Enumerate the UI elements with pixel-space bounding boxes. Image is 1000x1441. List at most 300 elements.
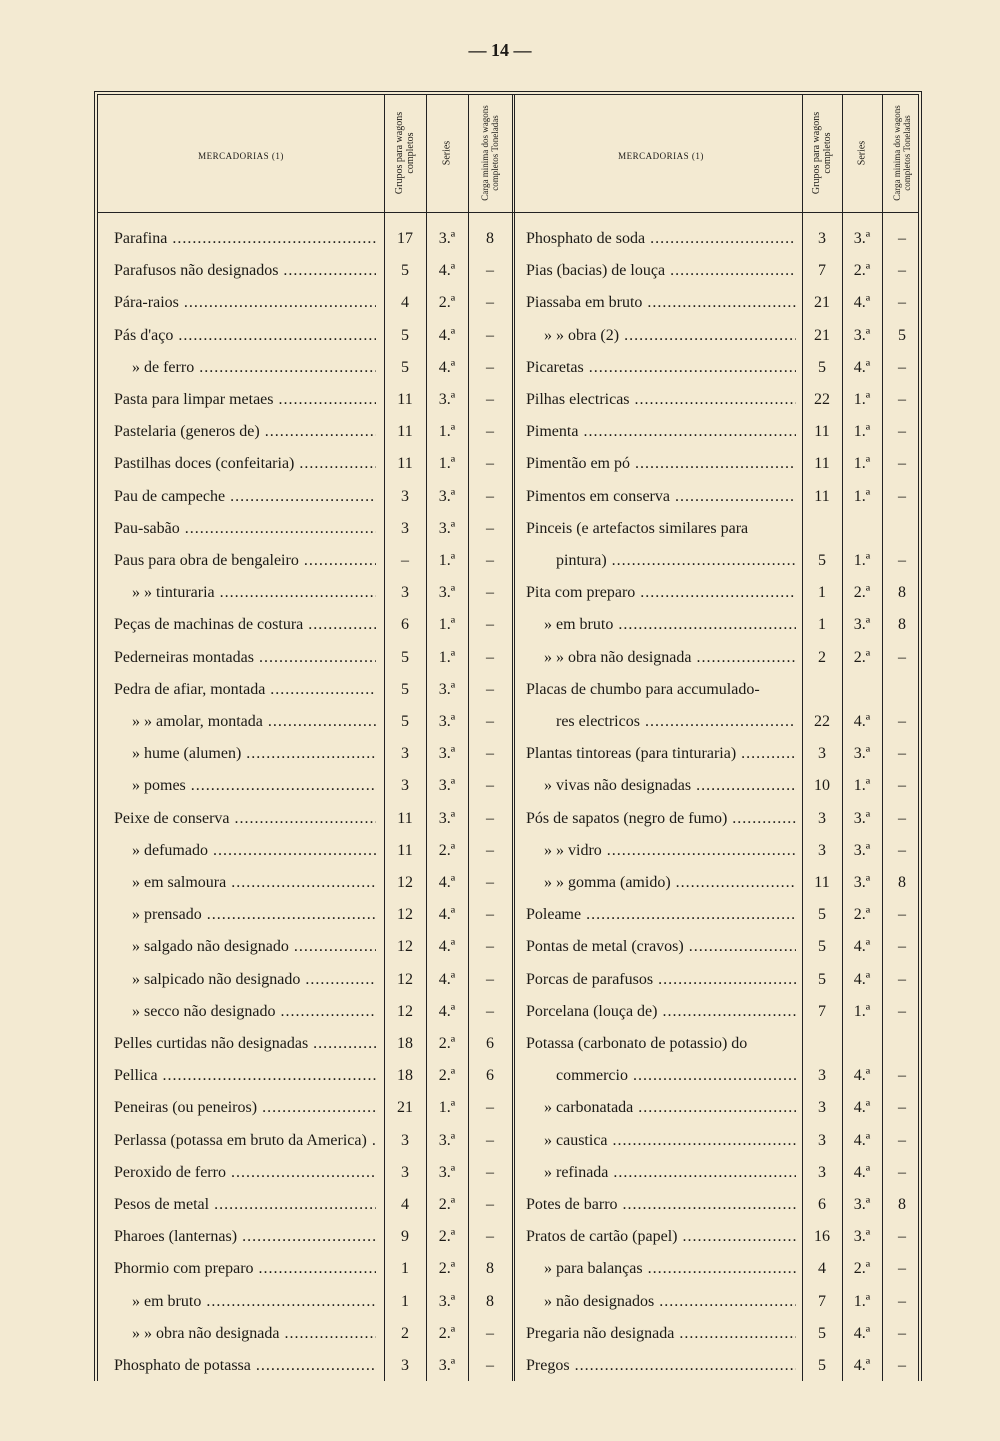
item-name: » » obra não designada	[132, 1324, 280, 1342]
grupo-value	[802, 1028, 842, 1060]
item-name-cell	[526, 448, 796, 480]
carga-value: –	[486, 487, 494, 505]
table-row	[98, 609, 918, 641]
item-name-cell	[526, 1286, 796, 1318]
carga-value: –	[898, 487, 906, 505]
serie-value: 1.ª	[853, 1292, 871, 1310]
carga-value: 8	[898, 584, 906, 602]
item-name-cell	[526, 1189, 796, 1221]
table-row	[98, 577, 918, 609]
item-name: Peroxido de ferro	[114, 1163, 226, 1181]
carga-value: –	[898, 1324, 906, 1342]
carga-value: –	[898, 1067, 906, 1085]
table-row	[98, 931, 918, 963]
carga-value	[882, 513, 922, 545]
serie-value: 4.ª	[438, 970, 456, 988]
serie-value: 4.ª	[438, 938, 456, 956]
table-row	[98, 1092, 918, 1124]
carga-value: –	[898, 391, 906, 408]
item-name: Pimentos em conserva	[526, 487, 670, 505]
serie-value: 3.ª	[853, 809, 871, 827]
item-name: Pára-raios	[114, 294, 179, 312]
grupo-value: 1	[818, 616, 826, 634]
item-name: » » amolar, montada	[132, 713, 263, 730]
carga-value: –	[486, 584, 494, 602]
serie-value: 2.ª	[853, 262, 871, 280]
table-row	[98, 223, 918, 255]
serie-value: 1.ª	[853, 777, 871, 795]
table-row	[98, 448, 918, 480]
serie-value: 1.ª	[853, 487, 871, 505]
item-name: » para balanças	[544, 1260, 643, 1278]
carga-value: –	[486, 1324, 494, 1342]
item-name: Placas de chumbo para accumulado-	[526, 680, 760, 698]
serie-value: 1.ª	[438, 648, 456, 666]
item-name: Potassa (carbonato de potassio) do	[526, 1035, 748, 1052]
serie-value: 1.ª	[853, 552, 871, 569]
carga-value: –	[486, 1163, 494, 1181]
table-row	[98, 770, 918, 802]
serie-value: 3.ª	[438, 809, 456, 827]
item-name-cell	[526, 835, 796, 867]
grupo-value: 18	[397, 1035, 413, 1052]
carga-value: –	[898, 648, 906, 666]
serie-value: 3.ª	[438, 519, 456, 537]
serie-value: 4.ª	[438, 906, 456, 924]
item-name: Phosphato de soda	[526, 230, 646, 247]
item-name-cell	[526, 223, 796, 255]
serie-value: 2.ª	[853, 906, 871, 924]
item-name: Porcas de parafusos	[526, 970, 654, 988]
item-name-cell	[526, 384, 796, 416]
carga-value: –	[898, 455, 906, 473]
item-name: commercio	[556, 1067, 628, 1085]
serie-value: 3.ª	[438, 1131, 456, 1149]
table-row	[98, 352, 918, 384]
item-name: Paus para obra de bengaleiro	[114, 552, 299, 569]
item-name-cell	[526, 1028, 796, 1060]
grupo-value: 21	[397, 1099, 413, 1117]
item-name-cell	[526, 1253, 796, 1285]
grupo-value: 7	[818, 1002, 826, 1020]
carga-value: –	[898, 1099, 906, 1117]
carga-value: 5	[898, 326, 906, 344]
carga-value: –	[486, 519, 494, 537]
serie-value: 3.ª	[438, 1357, 456, 1374]
item-name: Perlassa (potassa em bruto da America)	[114, 1131, 367, 1149]
right-header-grupos: Grupos para wagons completos	[811, 111, 833, 195]
carga-value: –	[486, 294, 494, 312]
grupo-value: 5	[818, 906, 826, 924]
grupo-value	[802, 513, 842, 545]
carga-value: –	[898, 938, 906, 956]
item-name: » » obra (2)	[544, 326, 620, 344]
item-name-cell	[526, 899, 796, 931]
item-name: Picaretas	[526, 358, 584, 376]
carga-value: –	[898, 262, 906, 280]
grupo-value: 5	[401, 262, 409, 280]
item-name: » em bruto	[132, 1292, 202, 1310]
carga-value: –	[486, 358, 494, 376]
serie-value: 4.ª	[438, 1002, 456, 1020]
item-name: » prensado	[132, 906, 202, 924]
item-name: Pesos de metal	[114, 1196, 210, 1213]
item-name: » em salmoura	[132, 874, 227, 891]
item-name-cell	[526, 642, 796, 674]
serie-value: 1.ª	[438, 1099, 456, 1117]
serie-value: 3.ª	[438, 680, 456, 698]
serie-value: 1.ª	[853, 391, 871, 408]
item-name-cell	[526, 416, 796, 448]
item-name-cell	[526, 770, 796, 802]
item-name: » salgado não designado	[132, 938, 289, 956]
table-row	[98, 706, 918, 738]
item-name: Pastelaria (generos de)	[114, 423, 260, 441]
page-number: — 14 —	[468, 40, 532, 60]
grupo-value: 5	[818, 970, 826, 988]
serie-value: 1.ª	[438, 455, 456, 473]
serie-value: 4.ª	[438, 358, 456, 376]
grupo-value: 5	[818, 358, 826, 376]
serie-value: 3.ª	[853, 1228, 871, 1246]
carga-value: 8	[898, 874, 906, 891]
grupo-value: 1	[818, 584, 826, 602]
item-name-cell	[526, 1060, 796, 1092]
carga-value: –	[898, 970, 906, 988]
grupo-value: 5	[401, 713, 409, 730]
carga-value: –	[898, 423, 906, 441]
table-row	[98, 1060, 918, 1092]
item-name: » em bruto	[544, 616, 614, 634]
item-name: » » obra não designada	[544, 648, 692, 666]
table-row	[98, 1157, 918, 1189]
item-name: » defumado	[132, 841, 208, 859]
carga-value: –	[486, 423, 494, 441]
grupo-value: 12	[397, 970, 413, 988]
grupo-value: 5	[818, 1357, 826, 1374]
item-name: Pederneiras montadas	[114, 648, 254, 666]
serie-value: 3.ª	[438, 391, 456, 408]
serie-value: 4.ª	[853, 294, 871, 312]
carga-value: –	[486, 455, 494, 473]
table-row	[98, 642, 918, 674]
table-row	[98, 867, 918, 899]
serie-value: 4.ª	[438, 262, 456, 280]
carga-value: –	[486, 648, 494, 666]
carga-value: –	[486, 1131, 494, 1149]
item-name: Plantas tintoreas (para tinturaria)	[526, 745, 737, 763]
item-name-cell	[526, 1125, 796, 1157]
serie-value: 4.ª	[853, 938, 871, 956]
grupo-value: 3	[818, 809, 826, 827]
serie-value: 4.ª	[853, 713, 871, 730]
carga-value: 8	[486, 230, 494, 247]
grupo-value: 5	[401, 326, 409, 344]
table-row	[98, 416, 918, 448]
carga-value: –	[898, 1002, 906, 1020]
carga-value: –	[898, 906, 906, 924]
serie-value: 2.ª	[853, 584, 871, 602]
serie-value: 4.ª	[853, 358, 871, 376]
item-name: » salpicado não designado	[132, 970, 301, 988]
carga-value: –	[486, 745, 494, 763]
item-name: Porcelana (louça de)	[526, 1002, 658, 1020]
item-name: Pregaria não designada	[526, 1324, 675, 1342]
grupo-value: 3	[818, 1067, 826, 1085]
grupo-value: 11	[397, 809, 413, 827]
serie-value: 1.ª	[438, 423, 456, 441]
item-name: » vivas não designadas	[544, 777, 692, 795]
grupo-value: 5	[401, 358, 409, 376]
item-name-cell	[526, 706, 796, 738]
serie-value: 4.ª	[853, 1324, 871, 1342]
item-name-cell	[526, 1318, 796, 1350]
serie-value: 3.ª	[853, 616, 871, 634]
table-row	[98, 384, 918, 416]
grupo-value: 11	[397, 391, 413, 408]
item-name: Pastilhas doces (confeitaria)	[114, 455, 295, 473]
serie-value: 1.ª	[438, 616, 456, 634]
serie-value: 3.ª	[438, 1292, 456, 1310]
grupo-value: 11	[814, 423, 830, 441]
item-name: » » vidro	[544, 841, 602, 859]
serie-value: 4.ª	[853, 1357, 871, 1374]
item-name-cell	[526, 545, 796, 577]
table-row	[98, 1253, 918, 1285]
serie-value: 2.ª	[438, 1228, 456, 1246]
serie-value: 2.ª	[853, 648, 871, 666]
item-name: Peças de machinas de costura	[114, 616, 304, 634]
merchandise-table	[94, 91, 922, 1381]
carga-value: –	[486, 616, 494, 634]
grupo-value: 5	[818, 1324, 826, 1342]
serie-value: 2.ª	[438, 1260, 456, 1278]
carga-value: –	[898, 1163, 906, 1181]
item-name: » carbonatada	[544, 1099, 634, 1117]
carga-value: –	[486, 713, 494, 730]
grupo-value: 10	[814, 777, 830, 795]
item-name: » caustica	[544, 1131, 608, 1149]
grupo-value	[802, 674, 842, 706]
serie-value: 1.ª	[853, 455, 871, 473]
item-name-cell	[526, 481, 796, 513]
item-name: Pás d'aço	[114, 326, 174, 344]
item-name: Pellica	[114, 1067, 158, 1085]
serie-value: 3.ª	[853, 841, 871, 859]
grupo-value: 11	[814, 874, 830, 891]
table-row	[98, 964, 918, 996]
item-name-cell	[526, 931, 796, 963]
serie-value: 3.ª	[853, 326, 871, 344]
serie-value: 3.ª	[438, 713, 456, 730]
left-header-carga: Carga minima dos wagons completos Toneladas	[480, 105, 500, 201]
item-name-cell	[526, 738, 796, 770]
item-name: Poleame	[526, 906, 582, 924]
grupo-value: 9	[401, 1228, 409, 1246]
serie-value: 1.ª	[853, 423, 871, 441]
grupo-value: 17	[397, 230, 413, 247]
right-header-series-cell	[842, 95, 882, 212]
item-name-cell	[526, 320, 796, 352]
item-name-cell	[526, 996, 796, 1028]
item-name: Parafusos não designados	[114, 262, 279, 280]
carga-value: –	[486, 680, 494, 698]
grupo-value: 22	[814, 391, 830, 408]
right-header-series: Series	[856, 140, 868, 166]
item-name: » secco não designado	[132, 1002, 276, 1020]
grupo-value: 3	[818, 230, 826, 247]
carga-value: –	[898, 230, 906, 247]
table-row	[98, 803, 918, 835]
grupo-value: 22	[814, 713, 830, 730]
grupo-value: 12	[397, 938, 413, 956]
carga-value: –	[486, 874, 494, 891]
left-header-grupos-cell	[384, 95, 426, 212]
serie-value: 4.ª	[853, 970, 871, 988]
grupo-value: 11	[814, 487, 830, 505]
item-name: » refinada	[544, 1163, 609, 1181]
table-row	[98, 481, 918, 513]
item-name: Pita com preparo	[526, 584, 636, 602]
grupo-value: 3	[401, 487, 409, 505]
grupo-value: 3	[818, 841, 826, 859]
carga-value: –	[898, 294, 906, 312]
item-name-cell	[526, 1092, 796, 1124]
right-header-carga: Carga minima dos wagons completos Toneladas	[892, 105, 912, 201]
carga-value: –	[486, 906, 494, 924]
item-name-cell	[526, 1157, 796, 1189]
item-name: Pedra de afiar, montada	[114, 680, 266, 698]
item-name: Pau de campeche	[114, 487, 226, 505]
carga-value: –	[898, 1228, 906, 1246]
item-name: Pelles curtidas não designadas	[114, 1035, 309, 1052]
item-name-cell	[526, 255, 796, 287]
carga-value: –	[486, 1099, 494, 1117]
grupo-value: 12	[397, 906, 413, 924]
grupo-value: 6	[818, 1196, 826, 1213]
grupo-value: 16	[814, 1228, 830, 1246]
serie-value: 4.ª	[853, 1163, 871, 1181]
table-row	[98, 1286, 918, 1318]
serie-value: 4.ª	[853, 1067, 871, 1085]
serie-value: 3.ª	[438, 745, 456, 763]
grupo-value: 3	[818, 1163, 826, 1181]
table-row	[98, 835, 918, 867]
item-name: Peneiras (ou peneiros)	[114, 1099, 258, 1117]
left-header-mercadorias: MERCADORIAS (1)	[198, 151, 284, 161]
carga-value: –	[486, 326, 494, 344]
grupo-value: 18	[397, 1067, 413, 1085]
grupo-value: 4	[401, 294, 409, 312]
carga-value: –	[898, 358, 906, 376]
carga-value: –	[486, 262, 494, 280]
table-row	[98, 320, 918, 352]
item-name-cell	[526, 964, 796, 996]
right-header-carga-cell	[882, 95, 922, 212]
item-name: » de ferro	[132, 358, 195, 376]
item-name: Pimentão em pó	[526, 455, 630, 473]
table-row	[98, 1125, 918, 1157]
table-row	[98, 287, 918, 319]
table-row	[98, 674, 918, 706]
carga-value: 8	[898, 616, 906, 634]
grupo-value: 2	[818, 648, 826, 666]
carga-value: –	[486, 970, 494, 988]
grupo-value: 3	[401, 584, 409, 602]
serie-value	[842, 513, 882, 545]
item-name: Pilhas electricas	[526, 391, 630, 408]
right-header-mercadorias: MERCADORIAS (1)	[618, 151, 704, 161]
serie-value: 3.ª	[853, 230, 871, 247]
item-name: Pós de sapatos (negro de fumo)	[526, 809, 728, 827]
left-header-grupos: Grupos para wagons completos	[394, 111, 416, 195]
serie-value: 3.ª	[438, 1163, 456, 1181]
table-row	[98, 1221, 918, 1253]
item-name-cell	[526, 609, 796, 641]
item-name: Pasta para limpar metaes	[114, 391, 274, 408]
carga-value: –	[898, 841, 906, 859]
item-name-cell	[526, 577, 796, 609]
carga-value: –	[486, 938, 494, 956]
item-name: pintura)	[556, 552, 607, 569]
serie-value: 3.ª	[853, 874, 871, 891]
grupo-value: 1	[401, 1292, 409, 1310]
carga-value: –	[486, 841, 494, 859]
item-name: » » tinturaria	[132, 584, 215, 602]
table-row	[98, 1189, 918, 1221]
carga-value: –	[898, 1292, 906, 1310]
carga-value: –	[898, 745, 906, 763]
grupo-value: 5	[401, 648, 409, 666]
grupo-value: 12	[397, 1002, 413, 1020]
carga-value: –	[486, 809, 494, 827]
item-name: Parafina	[114, 230, 168, 247]
item-name-cell	[526, 287, 796, 319]
carga-value: –	[898, 809, 906, 827]
serie-value: 3.ª	[853, 745, 871, 763]
carga-value: –	[486, 1002, 494, 1020]
header-rule	[98, 212, 918, 213]
grupo-value: 4	[401, 1196, 409, 1213]
serie-value: 4.ª	[853, 1099, 871, 1117]
item-name: Pias (bacias) de louça	[526, 262, 666, 280]
grupo-value: 2	[401, 1324, 409, 1342]
item-name-cell	[526, 1350, 796, 1382]
grupo-value: 11	[397, 455, 413, 473]
item-name-cell	[526, 513, 796, 545]
grupo-value: 11	[397, 423, 413, 441]
grupo-value: 21	[814, 294, 830, 312]
item-name-cell	[526, 867, 796, 899]
grupo-value: 21	[814, 326, 830, 344]
carga-value: –	[898, 777, 906, 795]
item-name: Pratos de cartão (papel)	[526, 1228, 678, 1246]
carga-value: 6	[486, 1035, 494, 1052]
carga-value: –	[898, 1260, 906, 1278]
grupo-value: 5	[401, 680, 409, 698]
left-header-series: Series	[441, 140, 453, 166]
item-name: Peixe de conserva	[114, 809, 230, 827]
serie-value: 4.ª	[853, 1131, 871, 1149]
serie-value: 2.ª	[438, 1067, 456, 1085]
grupo-value: –	[401, 552, 409, 569]
grupo-value: 3	[818, 1099, 826, 1117]
serie-value: 2.ª	[438, 294, 456, 312]
serie-value: 2.ª	[438, 841, 456, 859]
item-name-cell	[526, 352, 796, 384]
grupo-value: 3	[818, 745, 826, 763]
table-row	[98, 1028, 918, 1060]
